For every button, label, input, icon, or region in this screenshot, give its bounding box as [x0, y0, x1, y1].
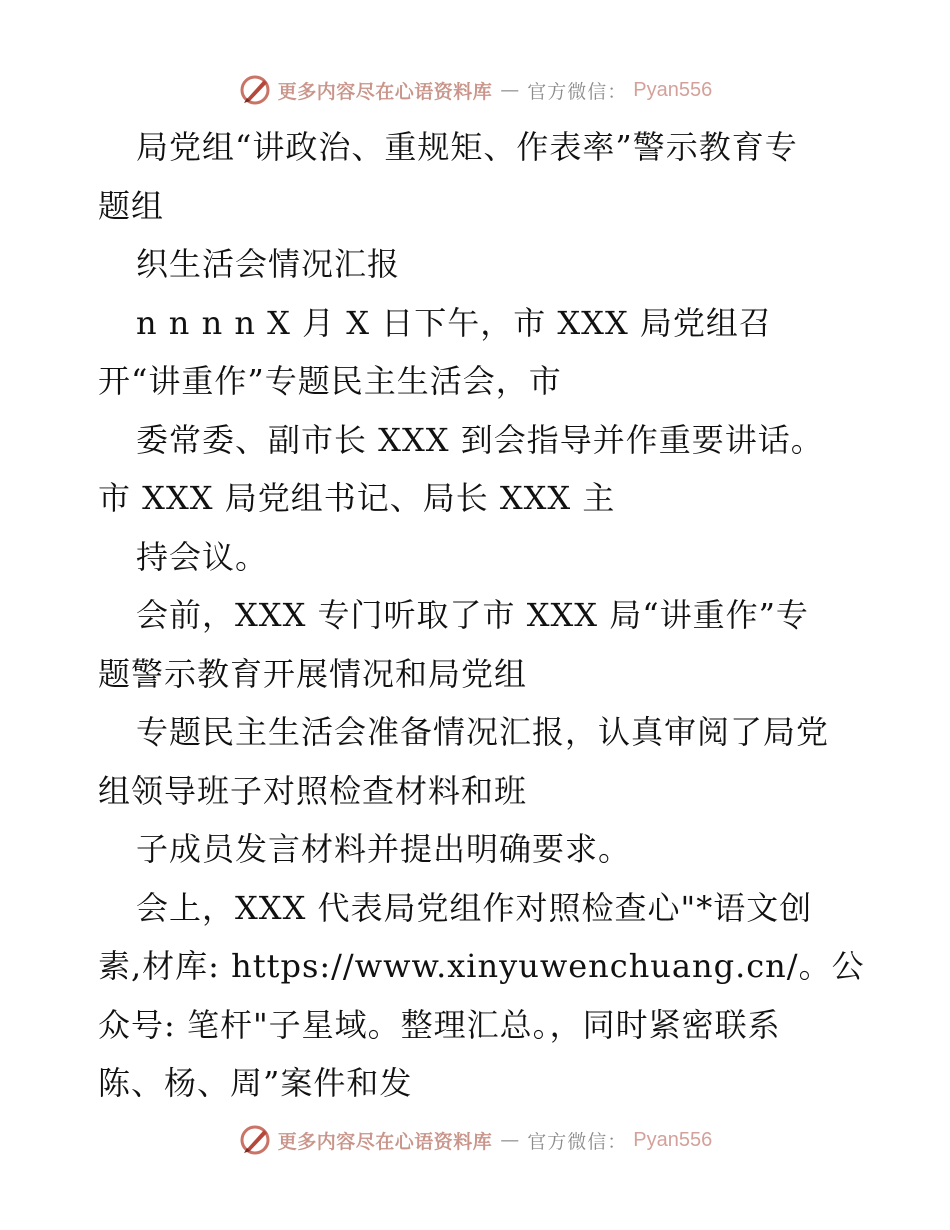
body-line: 题组 [98, 186, 165, 225]
body-line: 专题民主生活会准备情况汇报，认真审阅了局党 [136, 713, 830, 751]
quill-logo-icon [238, 73, 272, 107]
document-body [98, 118, 865, 1113]
footer-wechat-id: Pyan556 [633, 1128, 713, 1151]
body-line: 局党组“讲政治、重规矩、作表率”警示教育专 [136, 128, 798, 166]
body-line: 众号: 笔杆"子星域。整理汇总。，同时紧密联系 [98, 1005, 781, 1044]
body-line: 陈、杨、周”案件和发 [98, 1064, 413, 1102]
footer-dash: — [500, 1129, 520, 1151]
footer-banner [0, 1120, 950, 1160]
body-line: 题警示教育开展情况和局党组 [98, 654, 528, 693]
body-line: 组领导班子对照检查材料和班 [98, 771, 528, 810]
header-wechat-id: Pyan556 [633, 78, 713, 101]
quill-logo-icon [238, 1123, 272, 1157]
body-line: 织生活会情况汇报 [136, 245, 401, 283]
body-line: 素,材库: https://www.xinyuwenchuang.cn/。公 [98, 947, 865, 985]
header-brand-text: 更多内容尽在心语资料库 [277, 80, 493, 103]
header-dash: — [500, 79, 520, 101]
footer-wechat-label: 官方微信： [527, 1130, 628, 1153]
body-line: 会前，XXX 专门听取了市 XXX 局“讲重作”专 [136, 596, 809, 634]
body-line: 子成员发言材料并提出明确要求。 [136, 830, 632, 868]
body-line: 开“讲重作”专题民主生活会，市 [98, 362, 562, 400]
header-banner [0, 70, 950, 110]
header-wechat-label: 官方微信： [527, 80, 628, 103]
body-line: 持会议。 [136, 537, 269, 576]
body-line: 委常委、副市长 XXX 到会指导并作重要讲话。 [136, 420, 824, 459]
body-line: 市 XXX 局党组书记、局长 XXX 主 [98, 479, 616, 517]
body-line: n n n n X 月 X 日下午，市 XXX 局党组召 [136, 303, 772, 342]
footer-brand-text: 更多内容尽在心语资料库 [277, 1130, 493, 1153]
body-line: 会上，XXX 代表局党组作对照检查心"*语文创 [136, 888, 813, 927]
